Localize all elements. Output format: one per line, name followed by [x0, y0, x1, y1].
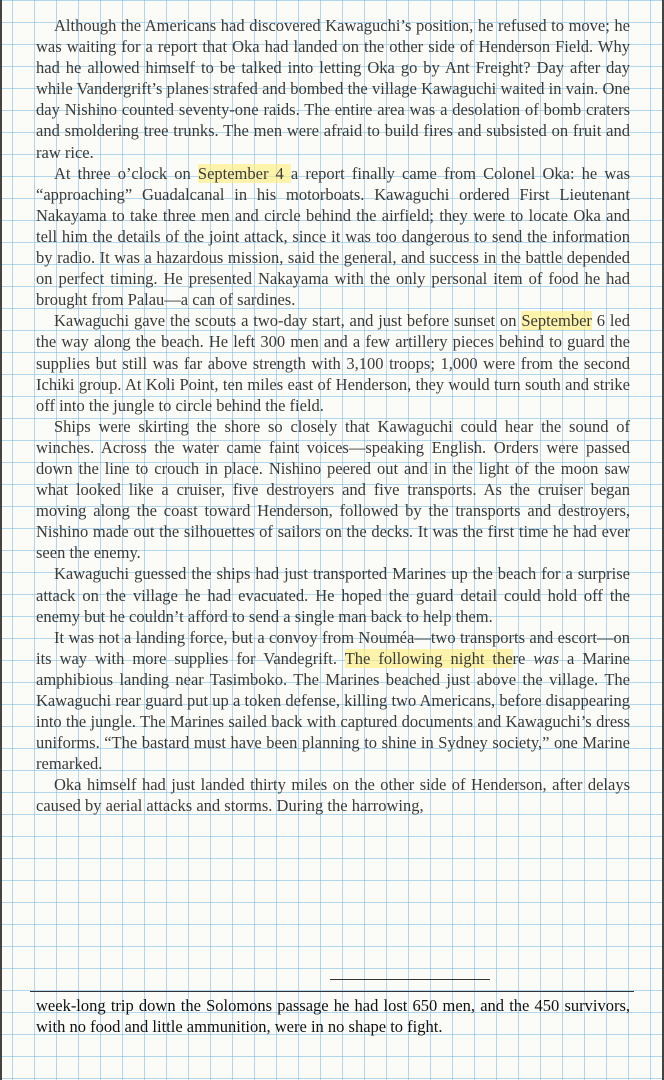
pasted-text-block [36, 995, 630, 1037]
paragraph [36, 563, 630, 626]
paragraph-text: At three o’clock on [54, 163, 198, 183]
paragraph-text: a report finally came from Colonel Oka: he was “approaching” Guadalcanal in his motorboats. Kawaguchi ordered First Lieutenant Nakayama to take three men and circle behind the airfield; they were to locate Oka and tell him the details of the joint attack, since it was too dangerous to send the information by radio. It was a hazardous mission, said the general, and success in the battle depended on perfect timing. He presented Nakayama with the only personal item of food he had brought from Palau—a can of sardines. [36, 163, 631, 310]
paragraph-text: a Marine amphibious landing near Tasimboko. The Marines beached just above the village. The Kawaguchi rear guard put up a token defense, killing two Americans, before disappearing into the jungle. The Marines sailed back with captured documents and Kawaguchi’s dress uniforms. “The bastard must have been planning to shine in Sydney society,” one Marine remarked. [36, 648, 630, 774]
paragraph [36, 627, 630, 775]
paragraph-continuation: week-long trip down the Solomons passage he had lost 650 men, and the 450 survivors, with no food and little ammunition, were in no shape to fight. [36, 996, 630, 1037]
divider-line [30, 991, 634, 992]
highlighted-date: September 4 [197, 163, 291, 183]
paragraph-text: Although the Americans had discovered Kawaguchi’s position, he refused to move; he was waiting for a report that Oka had landed on the other side of Henderson Field. Why had he allowed himself to be talked into letting Oka go by Ant Freight? Day after day while Vandergrift’s planes strafed and bombed the village Kawaguchi waited in vain. One day Nishino counted seventy-one raids. The entire area was a desolation of bomb craters and smoldering tree trunks. The men were afraid to build fires and subsisted on fruit and raw rice. [36, 16, 630, 162]
book-page-text [36, 15, 630, 817]
paragraph-text: Oka himself had just landed thirty miles on the other side of Henderson, after delays caused by aerial attacks and storms. During the harrowing, [36, 775, 630, 816]
paragraph-text: It was not a landing force, but a convoy from Nouméa—two transports and escort—on its way with more supplies for Vandegrift. [36, 627, 630, 668]
paragraph-text: Ships were skirting the shore so closely that Kawaguchi could hear the sound of winches. Across the water came faint voices—speaking English. Orders were passed down the line to crouch in place. Nishino peered out and in the light of the moon saw what looked like a cruiser, five destroyers and five transports. As the cruiser began moving along the coast toward Henderson, followed by the transports and destroyers, Nishino made out the silhouettes of sailors on the decks. It was the first time he had ever seen the enemy. [36, 416, 630, 563]
paragraph [36, 310, 630, 415]
page-edge-left [0, 0, 2, 1080]
underline-mark [330, 979, 490, 980]
paragraph-text: Kawaguchi gave the scouts a two-day start, and just before sunset on [54, 311, 522, 331]
paragraph-text: Kawaguchi guessed the ships had just transported Marines up the beach for a surprise attack on the village he had evacuated. He hoped the guard detail could hold off the enemy but he couldn’t afford to send a single man back to help them. [36, 564, 630, 626]
paragraph-text: re [512, 648, 534, 668]
paragraph [36, 774, 630, 816]
paragraph [36, 416, 630, 564]
highlighted-date: September [521, 311, 592, 331]
emphasized-word: was [533, 648, 560, 668]
paragraph [36, 163, 630, 311]
highlighted-phrase: The following night the [344, 648, 513, 668]
paragraph-text: 6 led the way along the beach. He left 300 men and a few artillery pieces behind to guard the supplies but still was far above strength with 3,100 troops; 1,000 were from the second Ichiki group. At Koli Point, ten miles east of Henderson, they would turn south and strike off into the jungle to circle behind the field. [36, 311, 630, 415]
paragraph [36, 15, 630, 163]
